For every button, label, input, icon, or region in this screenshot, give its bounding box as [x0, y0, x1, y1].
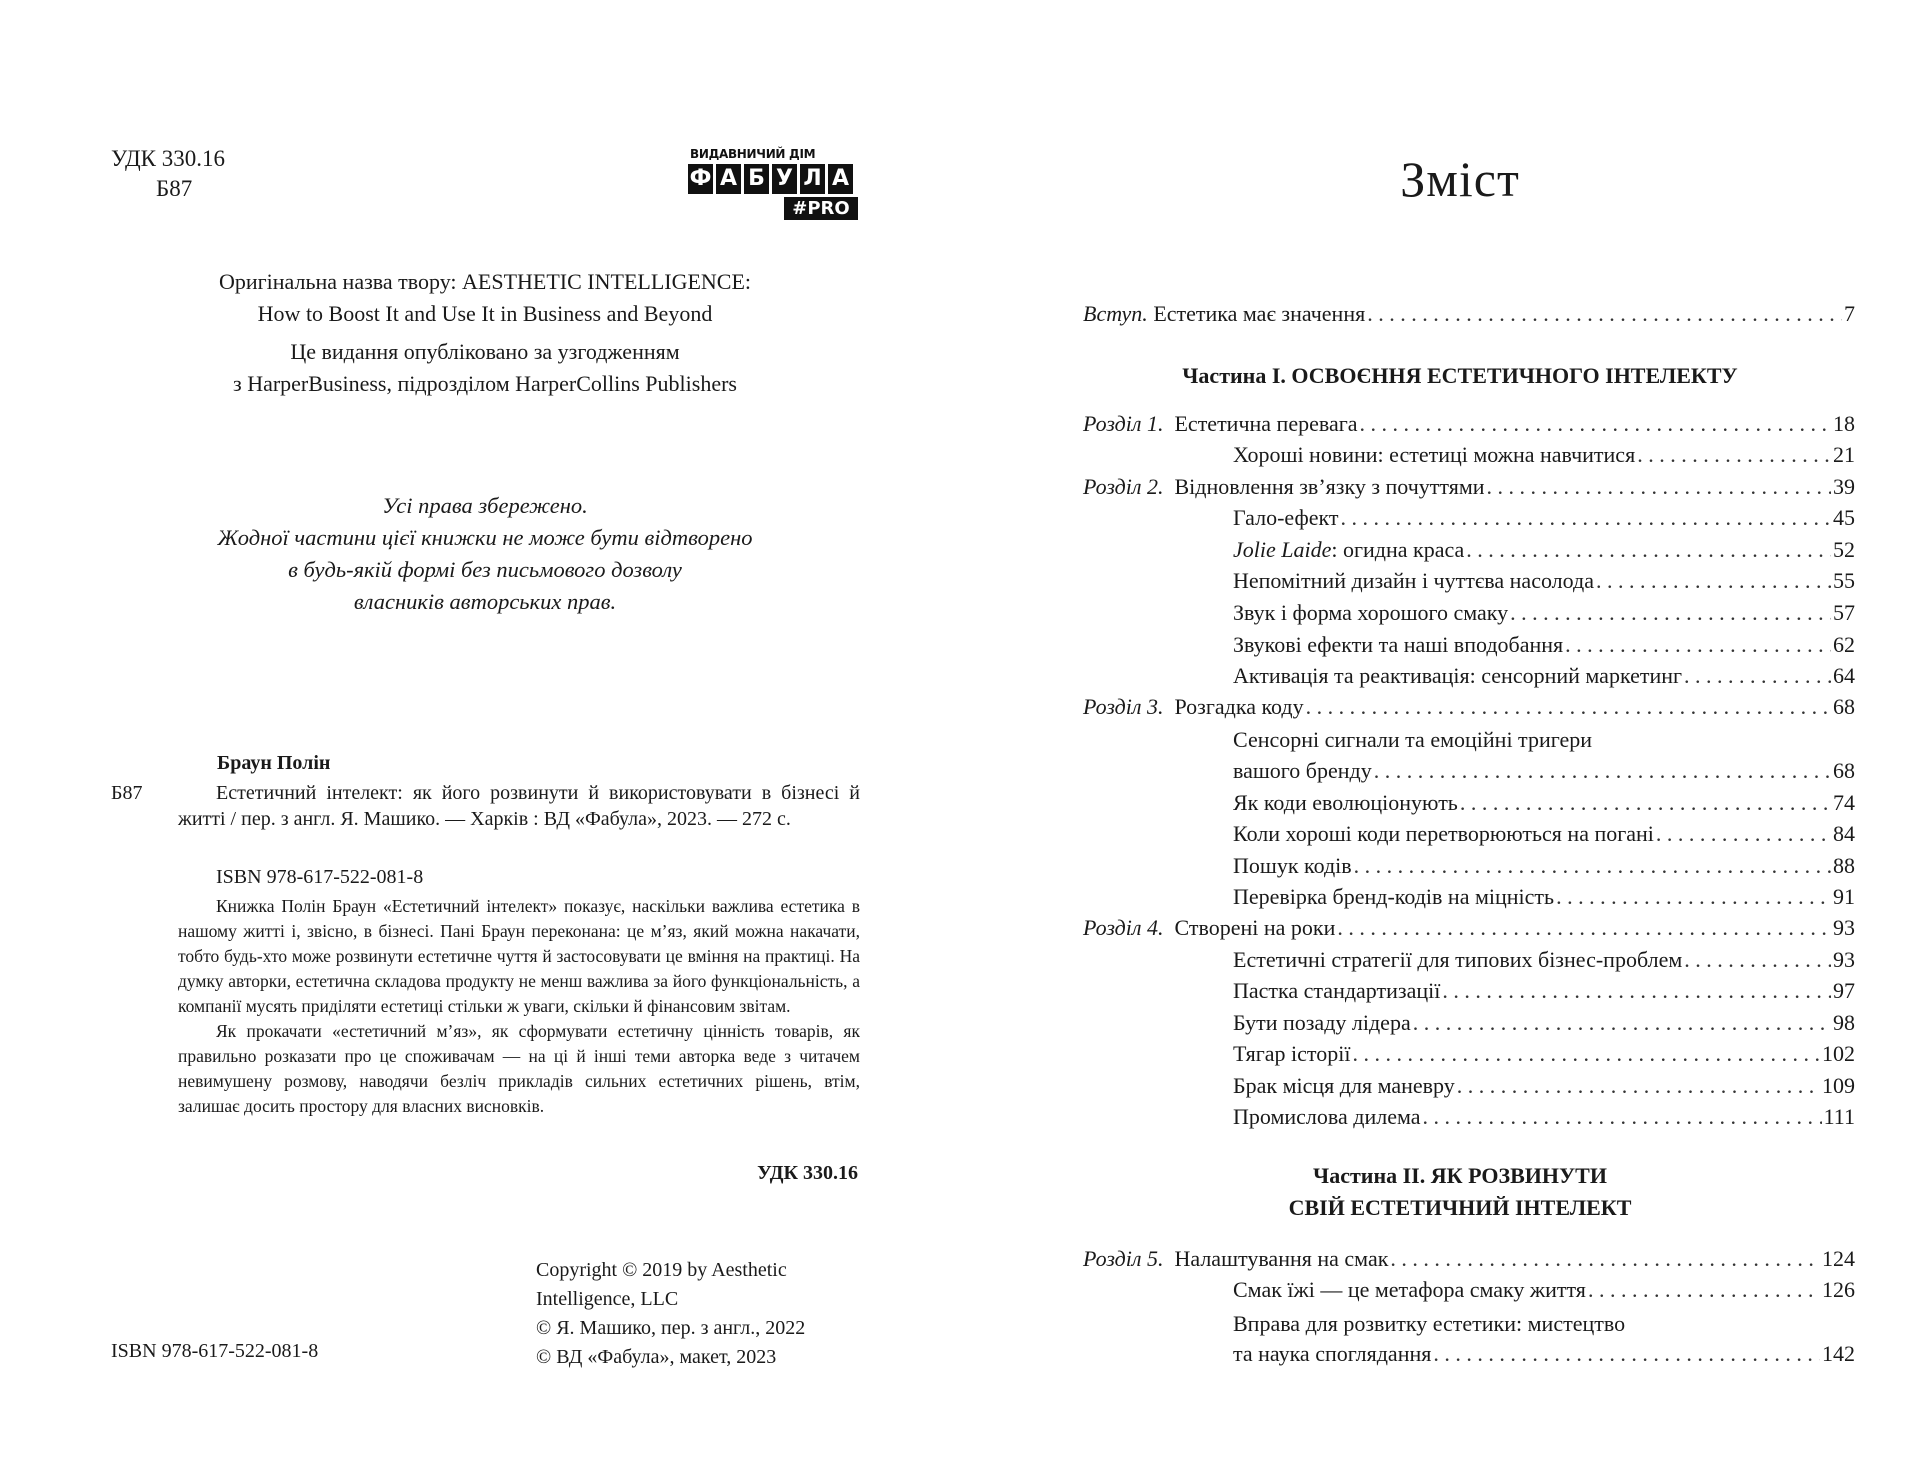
copyright-line: © ВД «Фабула», макет, 2023	[536, 1346, 777, 1368]
udk-code: УДК 330.16	[111, 146, 225, 171]
original-title	[110, 266, 860, 330]
toc-dot-leader	[1354, 853, 1831, 879]
logo-caption: ВИДАВНИЧИЙ ДІМ	[690, 147, 816, 161]
toc-dot-leader	[1442, 978, 1831, 1004]
toc-chapter	[1083, 694, 1855, 724]
toc-entry-label: Непомітний дизайн і чуттєва насолода	[1233, 568, 1594, 593]
toc-dot-leader	[1457, 1073, 1820, 1099]
toc-section	[1233, 663, 1855, 693]
rights-line: в будь-якій формі без письмового дозволу	[288, 557, 682, 582]
toc-entry-label: Брак місця для маневру	[1233, 1073, 1455, 1098]
toc-chapter	[1083, 411, 1855, 441]
toc-section	[1233, 947, 1855, 977]
toc-dot-leader	[1460, 790, 1831, 816]
toc-entry-label: Як коди еволюціонують	[1233, 790, 1458, 815]
toc-page-number: 109	[1822, 1073, 1855, 1098]
toc-section	[1233, 632, 1855, 662]
toc-dot-leader	[1556, 884, 1831, 910]
copyright-block	[536, 1256, 805, 1372]
toc-entry-label: Розділ 4. Створені на роки	[1083, 915, 1336, 940]
toc-part-heading: Частина I. ОСВОЄННЯ ЕСТЕТИЧНОГО ІНТЕЛЕКТУ	[1182, 363, 1738, 388]
toc-part-heading: Частина II. ЯК РОЗВИНУТИ СВІЙ ЕСТЕТИЧНИЙ ІНТЕЛЕКТ	[1288, 1163, 1632, 1220]
toc-page-number: 98	[1833, 1010, 1855, 1035]
copyright-line: Copyright © 2019 by Aesthetic	[536, 1259, 787, 1281]
toc-page-number: 142	[1822, 1341, 1855, 1366]
toc-section	[1233, 1104, 1855, 1134]
toc-dot-leader	[1390, 1246, 1820, 1272]
toc-dot-leader	[1423, 1104, 1822, 1130]
logo-letter: Б	[744, 164, 769, 194]
toc-entry-label: та наука споглядання	[1233, 1341, 1432, 1366]
rights-line: Жодної частини цієї книжки не може бути відтворено	[217, 525, 753, 550]
toc-page-number: 93	[1833, 915, 1855, 940]
logo-pro-badge: #PRO	[784, 197, 858, 220]
toc-page-number: 111	[1823, 1104, 1855, 1129]
toc-entry-label: Коли хороші коди перетворюються на погані	[1233, 821, 1654, 846]
logo-letter: Ф	[688, 164, 713, 194]
toc-entry-label: Розділ 5. Налаштування на смак	[1083, 1246, 1389, 1271]
bib-isbn: ISBN 978-617-522-081-8	[216, 866, 424, 888]
toc-dot-leader	[1352, 1041, 1820, 1067]
logo-letter: У	[772, 164, 797, 194]
toc-page-number: 88	[1833, 853, 1855, 878]
publisher-logo	[688, 147, 858, 220]
toc-entry-label: вашого бренду	[1233, 758, 1372, 783]
toc-entry-label: Звук і форма хорошого смаку	[1233, 600, 1509, 625]
toc-dot-leader	[1466, 537, 1831, 563]
toc-dot-leader	[1596, 568, 1831, 594]
toc-dot-leader	[1341, 505, 1832, 531]
toc-entry-label: Розділ 1. Естетична перевага	[1083, 411, 1358, 436]
toc-page-number: 93	[1833, 947, 1855, 972]
annotation	[178, 894, 860, 1119]
udk-bold: УДК 330.16	[757, 1162, 858, 1184]
original-title-line: Оригінальна назва твору: AESTHETIC INTELLIGENCE:	[218, 269, 752, 294]
toc-page-number: 68	[1833, 694, 1855, 719]
toc-section	[1233, 1041, 1855, 1071]
toc-page-number: 126	[1822, 1277, 1855, 1302]
publication-note-line: Це видання опубліковано за узгодженням	[290, 339, 680, 364]
toc-dot-leader	[1637, 442, 1831, 468]
toc-dot-leader	[1588, 1277, 1820, 1303]
toc-section	[1233, 978, 1855, 1008]
toc-page-number: 97	[1833, 978, 1855, 1003]
toc-page-number: 91	[1833, 884, 1855, 909]
toc-page-number: 55	[1833, 568, 1855, 593]
toc-entry-label: Промислова дилема	[1233, 1104, 1421, 1129]
logo-letter: Л	[800, 164, 825, 194]
original-title-line: How to Boost It and Use It in Business and Beyond	[257, 301, 713, 326]
toc-entry-label: Бути позаду лідера	[1233, 1010, 1411, 1035]
toc-section	[1233, 758, 1855, 788]
toc-dot-leader	[1565, 632, 1831, 658]
toc-entry-label: Розділ 2. Відновлення зв’язку з почуттями	[1083, 474, 1485, 499]
logo-letter: А	[716, 164, 741, 194]
rights-line: власників авторських прав.	[353, 589, 617, 614]
toc-chapter	[1083, 474, 1855, 504]
toc-section	[1233, 505, 1855, 535]
toc-dot-leader	[1337, 915, 1831, 941]
toc-section	[1233, 853, 1855, 883]
toc-section	[1233, 1010, 1855, 1040]
toc-dot-leader	[1413, 1010, 1831, 1036]
toc-chapter	[1083, 915, 1855, 945]
toc-page-number: 18	[1833, 411, 1855, 436]
toc-entry-label: Гало-ефект	[1233, 505, 1339, 530]
toc-entry-label: Розділ 3. Розгадка коду	[1083, 694, 1304, 719]
bib-code: Б87	[111, 782, 143, 804]
toc-dot-leader	[1367, 301, 1842, 327]
bib-record: Естетичний інтелект: як його розвинути й використовувати в бізнесі й житті / пер. з англ. Я. Машико. — Харків : ВД «Фабула», 2023. — 272 с.	[178, 782, 860, 830]
publication-note	[110, 336, 860, 400]
author-code: Б87	[156, 176, 193, 201]
toc-page-number: 62	[1833, 632, 1855, 657]
toc-section	[1233, 821, 1855, 851]
toc-page-number: 39	[1833, 474, 1855, 499]
toc-section	[1233, 884, 1855, 914]
logo-letters	[688, 164, 858, 194]
toc-dot-leader	[1433, 1341, 1820, 1367]
toc-entry-label: Активація та реактивація: сенсорний маркетинг	[1233, 663, 1683, 688]
toc-page-number: 7	[1844, 301, 1855, 326]
toc-page-number: 74	[1833, 790, 1855, 815]
rights-line: Усі права збережено.	[382, 493, 588, 518]
toc-section	[1233, 537, 1855, 567]
toc-section-line: Вправа для розвитку естетики: мистецтво	[1233, 1311, 1626, 1336]
toc-entry-label: Вступ. Естетика має значення	[1083, 301, 1366, 326]
toc-section-line: Сенсорні сигнали та емоційні тригери	[1233, 727, 1592, 752]
left-page	[0, 0, 900, 1478]
copyright-line: Intelligence, LLC	[536, 1288, 679, 1310]
toc-page-number: 64	[1833, 663, 1855, 688]
toc-page-number: 102	[1822, 1041, 1855, 1066]
right-page	[1060, 0, 1860, 1478]
annotation-paragraph: Як прокачати «естетичний м’яз», як сформувати естетичну цінність товарів, як правильно розказати про це споживачам — на ці й інші теми авторка веде з читачем невимушену розмову, наводячи безліч прикладів сильних естетичних рішень, втім, залишає досить простору для власних висновків.	[178, 1021, 860, 1116]
toc-dot-leader	[1684, 663, 1831, 689]
toc-entry-label: Смак їжі — це метафора смаку життя	[1233, 1277, 1586, 1302]
bib-author: Браун Полін	[217, 752, 331, 774]
toc-page-number: 124	[1822, 1246, 1855, 1271]
annotation-paragraph: Книжка Полін Браун «Естетичний інтелект» показує, наскільки важлива естетика в нашому житті і, звісно, в бізнесі. Пані Браун переконана: це м’яз, який можна накачати, тобто будь-хто може розвинути естетичне чуття й застосовувати це вміння на практиці. На думку авторки, естетична складова продукту не менш важлива за його функціональність, а компанії мусять приділяти естетиці стільки ж уваги, скільки й фінансовим звітам.	[178, 896, 860, 1016]
toc-entry-label: Перевірка бренд-кодів на міцність	[1233, 884, 1555, 909]
toc-entry-label: Звукові ефекти та наші вподобання	[1233, 632, 1564, 657]
publication-note-line: з HarperBusiness, підрозділом HarperCollins Publishers	[233, 371, 737, 396]
toc-page-number: 21	[1833, 442, 1855, 467]
toc-entry-label: Хороші новини: естетиці можна навчитися	[1233, 442, 1636, 467]
isbn: ISBN 978-617-522-081-8	[111, 1340, 319, 1362]
toc-section	[1233, 790, 1855, 820]
toc-page-number: 52	[1833, 537, 1855, 562]
toc-section	[1233, 442, 1855, 472]
rights-notice	[110, 490, 860, 618]
toc-entry-label: Тягар історії	[1233, 1041, 1351, 1066]
toc-dot-leader	[1360, 411, 1831, 437]
toc-chapter	[1083, 1246, 1855, 1276]
toc-entry-intro	[1083, 301, 1855, 331]
toc-section	[1233, 1341, 1855, 1371]
toc-dot-leader	[1510, 600, 1831, 626]
logo-letter: А	[828, 164, 853, 194]
toc-entry-label: Jolie Laide: огидна краса	[1233, 537, 1465, 562]
toc-title: Зміст	[1400, 151, 1520, 207]
toc-entry-label: Пошук кодів	[1233, 853, 1352, 878]
copyright-line: © Я. Машико, пер. з англ., 2022	[536, 1317, 806, 1339]
toc-page-number: 68	[1833, 758, 1855, 783]
toc-dot-leader	[1656, 821, 1831, 847]
toc-section	[1233, 1073, 1855, 1103]
toc-section	[1233, 600, 1855, 630]
toc-page-number: 45	[1833, 505, 1855, 530]
toc-section	[1233, 1277, 1855, 1307]
toc-dot-leader	[1487, 474, 1831, 500]
toc-page-number: 84	[1833, 821, 1855, 846]
toc-dot-leader	[1306, 694, 1831, 720]
toc-dot-leader	[1374, 758, 1831, 784]
toc-entry-label: Пастка стандартизації	[1233, 978, 1441, 1003]
toc-page-number: 57	[1833, 600, 1855, 625]
toc-entry-label: Естетичні стратегії для типових бізнес-проблем	[1233, 947, 1683, 972]
toc-dot-leader	[1684, 947, 1831, 973]
toc-section	[1233, 568, 1855, 598]
